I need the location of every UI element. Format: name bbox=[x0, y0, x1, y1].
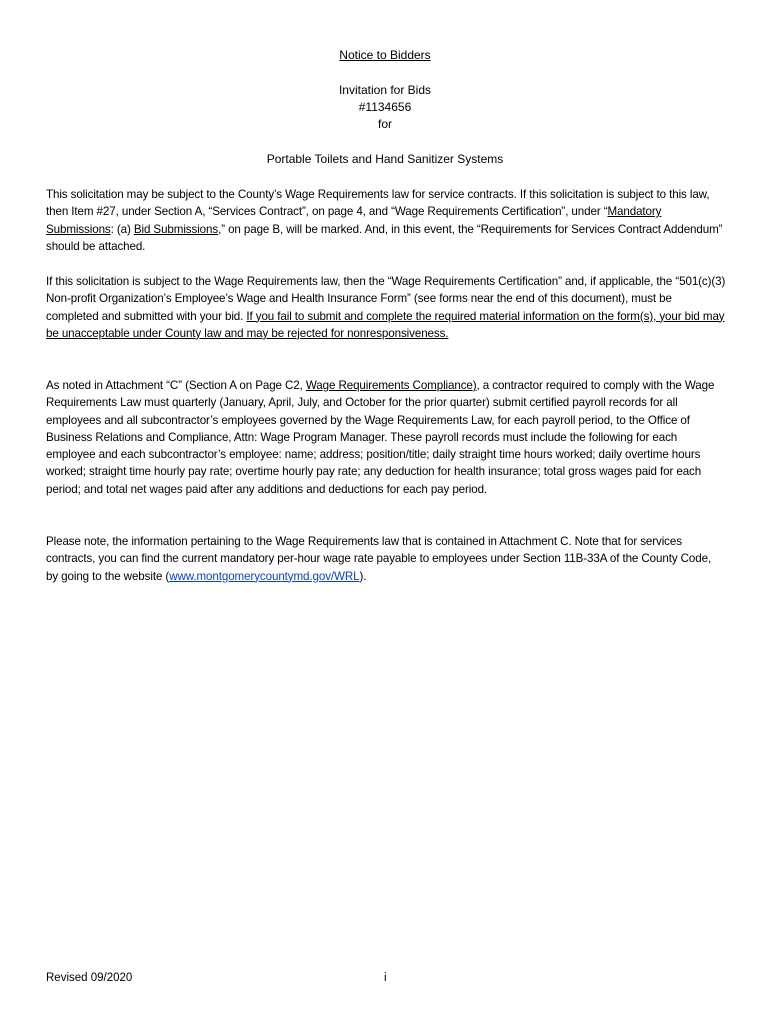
paragraph-wage-rate-info bbox=[46, 533, 726, 585]
paragraph-text: ). bbox=[359, 569, 367, 583]
paragraph-text: ,” on page B, will be marked. And, in this event, the “Requirements for Services Contract Addendum” should be attached. bbox=[46, 222, 723, 253]
nonresponsiveness-warning: If you fail to submit and complete the required material information on the form(s), your bid may be unacceptable under County law and may be rejected for nonresponsiveness. bbox=[46, 309, 725, 340]
wrl-website-link[interactable]: www.montgomerycountymd.gov/WRL bbox=[169, 569, 360, 583]
invitation-heading: Invitation for Bids bbox=[338, 83, 432, 97]
bid-submissions-ref: Bid Submissions bbox=[133, 222, 219, 236]
paragraph-text: , a contractor required to comply with the Wage Requirements Law must quarterly (January, April, July, and October for the prior quarter) submit certified payroll records for all employees and all subcontractor’s employees governed by the Wage Requirements Law, for each payroll period, to the Office of Business Relations and Compliance, Attn: Wage Program Manager. These payroll records must include the following for each employee and each subcontractor’s employee: name; address; position/title; daily straight time hours worked; daily overtime hours worked; straight time hourly pay rate; overtime hourly pay rate; any deduction for health insurance; total gross wages paid for each period; and total net wages paid after any additions and deductions for each pay period. bbox=[46, 379, 715, 496]
notice-title: Notice to Bidders bbox=[339, 48, 431, 62]
paragraph-text: Please note, the information pertaining to the Wage Requirements law that is contained in Attachment C. Note that for services contracts, you can find the current mandatory per-hour wage rate payable to employees under Section 11B-33A of the County Code, by going to the website ( bbox=[46, 535, 712, 583]
paragraph-text: If this solicitation is subject to the Wage Requirements law, then the “Wage Requirements Certification” and, if applicable, the “501(c)(3) Non-profit Organization’s Employee’s Wage and Health Insurance Form” (see forms near the end of this document), must be completed and submitted with your bid. bbox=[46, 275, 726, 323]
paragraph-wage-law-applicability bbox=[46, 186, 726, 255]
wage-compliance-ref: Wage Requirements Compliance) bbox=[305, 379, 477, 392]
revision-date: Revised 09/2020 bbox=[46, 972, 133, 984]
paragraph-text: This solicitation may be subject to the County’s Wage Requirements law for service contracts. If this solicitation is subject to this law, then Item #27, under Section A, “Services Contract”, on page 4, and “Wage Requirements Certification”, under “ bbox=[46, 188, 710, 219]
bid-subject: Portable Toilets and Hand Sanitizer Systems bbox=[266, 152, 504, 166]
paragraph-certification-requirement bbox=[46, 273, 726, 342]
paragraph-text: : (a) bbox=[110, 222, 134, 236]
for-word: for bbox=[377, 117, 392, 131]
bid-number: #1134656 bbox=[358, 100, 412, 114]
mandatory-submissions-ref: Mandatory Submissions bbox=[46, 205, 662, 236]
paragraph-text: As noted in Attachment “C” (Section A on Page C2, bbox=[46, 379, 306, 392]
paragraph-payroll-records bbox=[46, 377, 726, 498]
page-number: i bbox=[384, 972, 387, 984]
